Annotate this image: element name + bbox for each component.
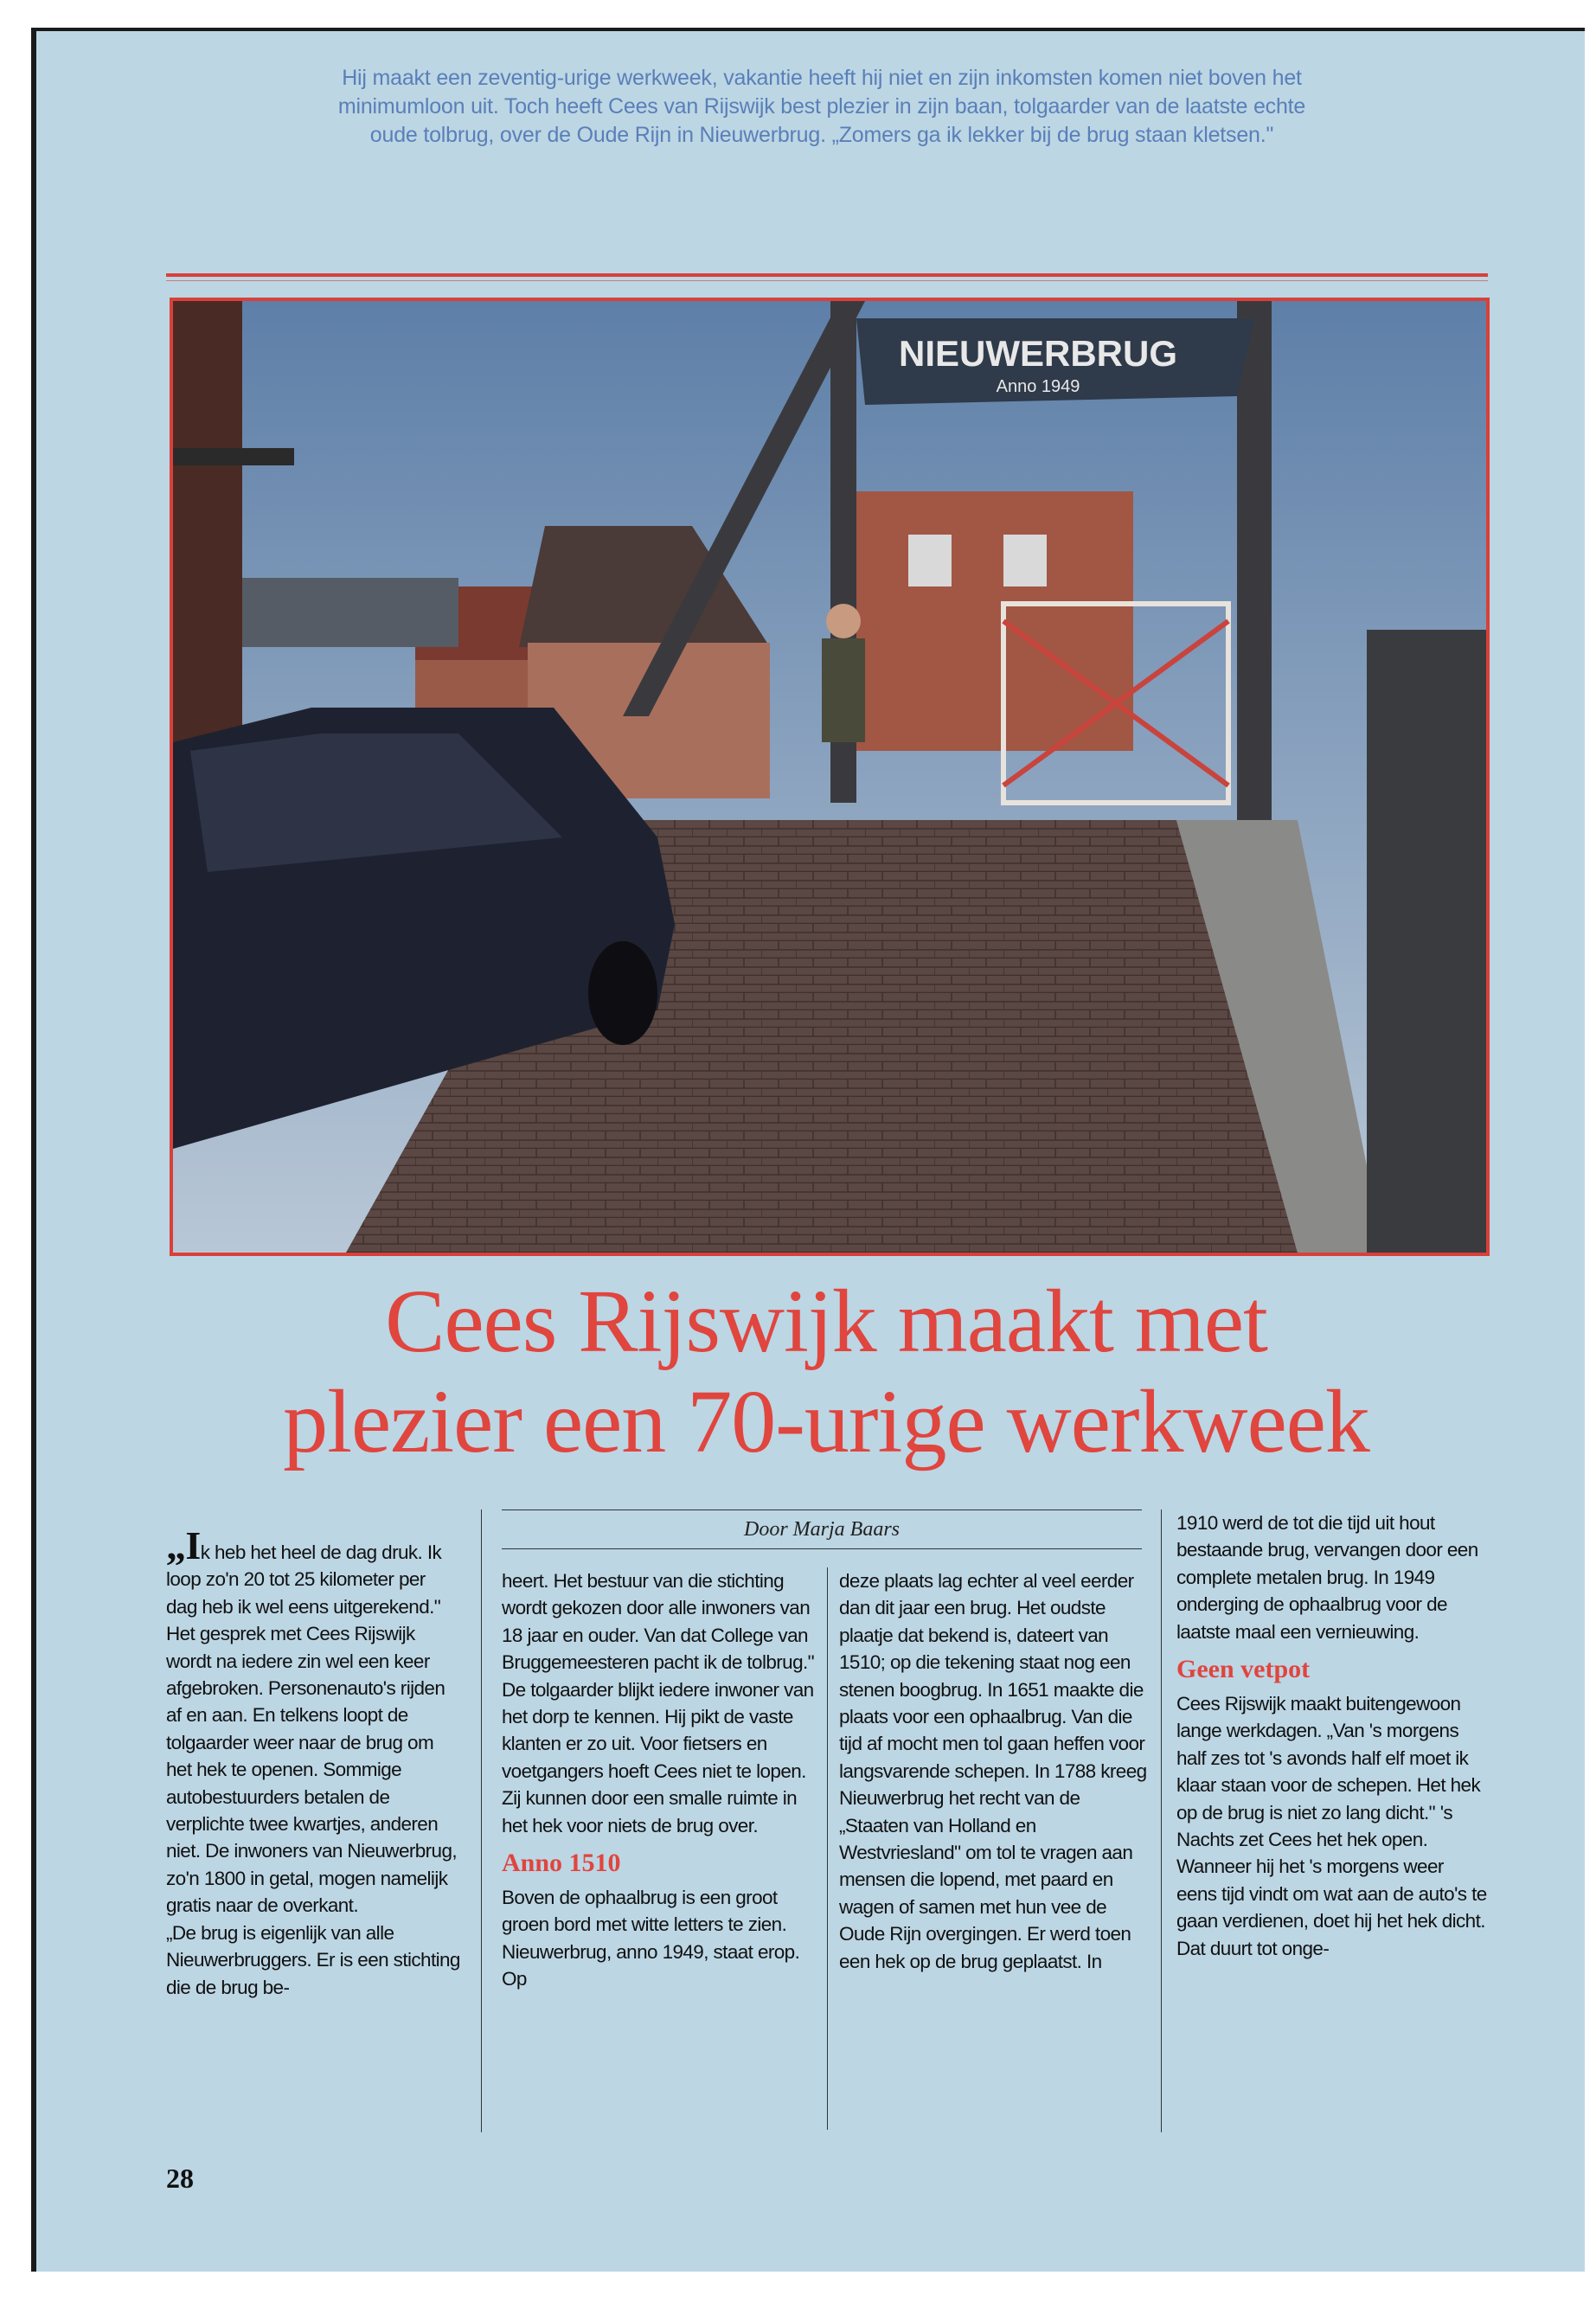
red-divider-thin — [166, 280, 1488, 281]
shed — [242, 578, 458, 647]
column-2 — [502, 1567, 815, 1993]
column-4 — [1176, 1509, 1488, 1962]
toll-keeper — [822, 638, 865, 742]
subheading-anno-1510: Anno 1510 — [502, 1849, 621, 1878]
car-wheel — [588, 941, 657, 1045]
headline-line-1: Cees Rijswijk maakt met — [385, 1272, 1267, 1371]
paragraph: Boven de ophaalbrug is een groot groen bord met witte letters te zien. Nieuwerbrug, anno 1949, staat erop. Op — [502, 1887, 800, 1990]
column-divider — [481, 1509, 482, 2132]
headline-line-2: plezier een 70-urige werkweek — [283, 1372, 1369, 1471]
paragraph: 1910 werd de tot die tijd uit hout bestaande brug, vervangen door een complete metalen brug. In 1949 onderging de ophaalbrug voor de laatste maal een vernieuwing. — [1176, 1512, 1478, 1643]
column-divider — [1161, 1509, 1162, 2132]
byline-rule-bottom — [502, 1548, 1142, 1549]
bridge-photo — [170, 298, 1490, 1256]
awning — [173, 448, 294, 465]
left-building — [173, 301, 242, 785]
paragraph: Cees Rijswijk maakt buitengewoon lange werkdagen. „Van 's morgens half zes tot 's avonds half elf moet ik klaar staan voor de schepen. Het hek op de brug is niet zo lang dicht." 's Nachts zet Cees het hek open. Wanneer hij het 's morgens weer eens tijd vindt om wat aan de auto's te gaan verdienen, doet hij het hek dicht. Dat duurt tot onge- — [1176, 1693, 1487, 1959]
paragraph: heert. Het bestuur van die stichting wordt gekozen door alle inwoners van 18 jaar en ouder. Van dat College van Bruggemeesteren pacht ik de tolbrug." De tolgaarder blijkt iedere inwoner van het dorp te kennen. Hij pikt de vaste klanten er zo uit. Voor fietsers en voetgangers hoeft Cees niet te lopen. Zij kunnen door een smalle ruimte in het hek voor niets de brug over. — [502, 1570, 815, 1836]
paragraph: k heb het heel de dag druk. Ik loop zo'n 20 tot 25 kilometer per dag heb ik wel eens uitgerekend." Het gesprek met Cees Rijswijk wordt na iedere zin wel een keer afgebroken. Personenauto's rijden af en aan. En telkens loopt de tolgaarder weer naar de brug om het hek te openen. Sommige autobestuurders betalen de verplichte twee kwartjes, anderen niet. De inwoners van Nieuwerbrug, zo'n 1800 in getal, mogen namelijk gratis naar de overkant. — [166, 1541, 458, 1917]
page-number: 28 — [166, 2163, 194, 2194]
intro-text: Hij maakt een zeventig-urige werkweek, vakantie heeft hij niet en zijn inkomsten komen niet boven het minimumloon uit. Toch heeft Cees van Rijswijk best plezier in zijn baan, tolgaarder van de laatste echte oude tolbrug, over de Oude Rijn in Nieuwerbrug. „Zomers ga ik lekker bij de brug staan kletsen." — [337, 66, 1306, 147]
photo-illustration — [173, 301, 1486, 1253]
drop-cap: „I — [166, 1523, 201, 1567]
byline-block — [502, 1509, 1142, 1549]
bridge-sign-year: Anno 1949 — [996, 377, 1080, 396]
bridge-sign-name: NIEUWERBRUG — [899, 333, 1177, 374]
right-railing — [1367, 630, 1486, 1253]
toll-keeper-head — [826, 604, 861, 638]
column-3 — [839, 1567, 1151, 1975]
byline: Door Marja Baars — [743, 1518, 900, 1541]
brick-building — [856, 491, 1133, 751]
subheading-geen-vetpot: Geen vetpot — [1176, 1655, 1311, 1684]
window — [908, 535, 952, 586]
window — [1003, 535, 1047, 586]
red-divider — [166, 273, 1488, 277]
paragraph: deze plaats lag echter al veel eerder dan dit jaar een brug. Het oudste plaatje dat bekend is, dateert van 1510; op die tekening staat nog een stenen boogbrug. In 1651 maakte die plaats voor een ophaalbrug. Van die tijd af mocht men tol gaan heffen voor langsvarende schepen. In 1788 kreeg Nieuwerbrug het recht van de „Staaten van Holland en Westvriesland" om tol te vragen aan mensen die lopend, met paard en wagen of samen met hun vee de Oude Rijn overgingen. Er werd toen een hek op de brug geplaatst. In — [839, 1570, 1147, 1972]
column-1 — [166, 1523, 460, 2001]
column-divider — [827, 1567, 828, 2130]
headline — [173, 1272, 1479, 1472]
paragraph: „De brug is eigenlijk van alle Nieuwerbruggers. Er is een stichting die de brug be- — [166, 1921, 460, 1998]
